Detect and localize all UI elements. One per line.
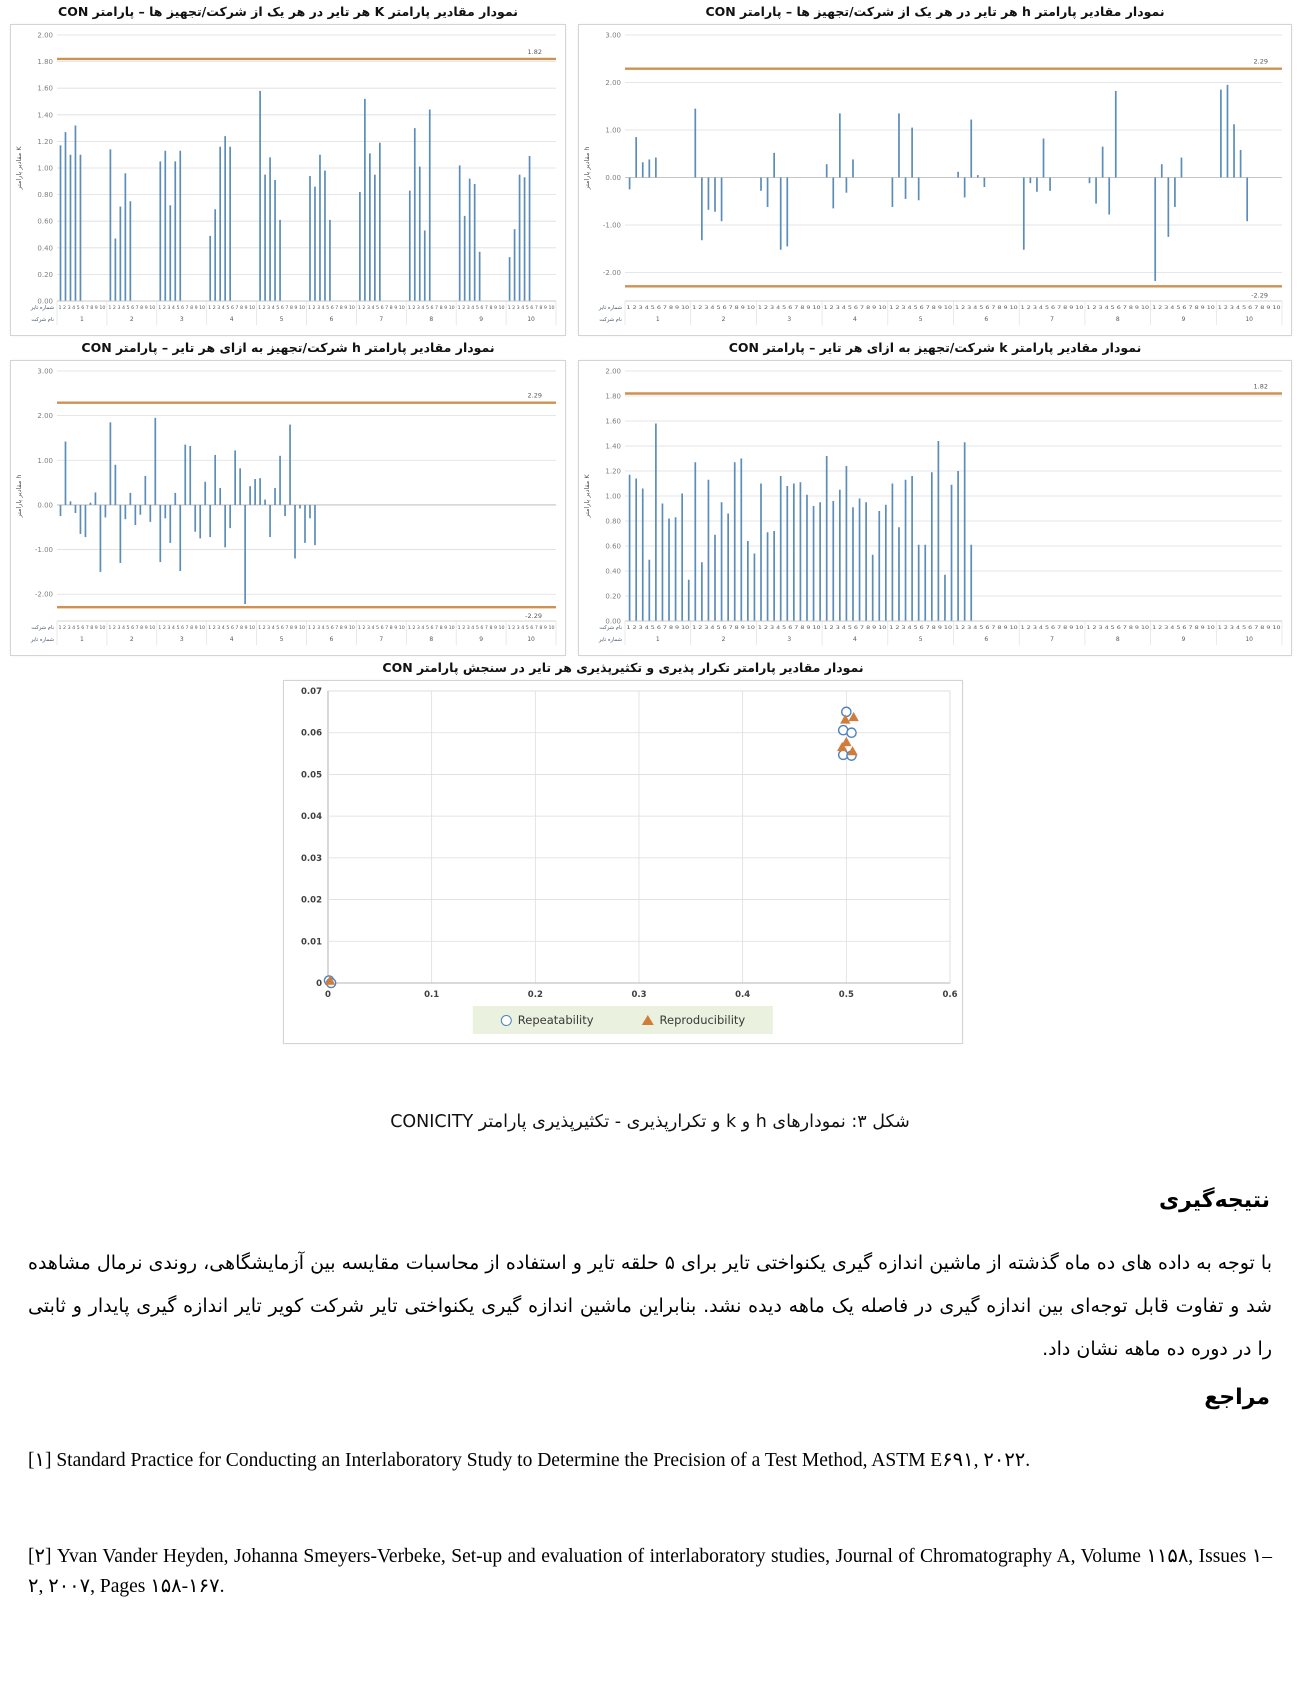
svg-text:8: 8 [1115, 316, 1120, 323]
svg-text:2: 2 [721, 636, 726, 643]
legend-repeatability [501, 1013, 594, 1027]
svg-text:1 2 3 4 5 6 7 8 9 10: 1 2 3 4 5 6 7 8 9 10 [757, 625, 822, 630]
svg-text:3: 3 [787, 636, 792, 643]
svg-text:6: 6 [329, 636, 334, 643]
svg-text:0.06: 0.06 [301, 728, 322, 739]
svg-text:1.40: 1.40 [37, 111, 53, 120]
figure-caption: شکل ۳: نمودارهای h و k و تکرارپذیری - تکثیرپذیری پارامتر CONICITY [390, 1112, 910, 1132]
svg-text:1 2 3 4 5 6 7 8 9 10: 1 2 3 4 5 6 7 8 9 10 [955, 305, 1019, 310]
svg-text:1.20: 1.20 [37, 137, 53, 146]
chart-h-per-tire-plot [578, 24, 1292, 336]
svg-text:1 2 3 4 5 6 7 8 9 10: 1 2 3 4 5 6 7 8 9 10 [889, 305, 953, 310]
svg-text:نام شرکت: نام شرکت [599, 625, 622, 631]
svg-text:2: 2 [129, 316, 134, 323]
svg-text:2.00: 2.00 [37, 31, 53, 40]
svg-text:نام شرکت: نام شرکت [599, 317, 622, 323]
svg-text:1.60: 1.60 [37, 84, 53, 93]
chart-h-per-company-plot [10, 360, 566, 656]
svg-text:-1.00: -1.00 [602, 221, 621, 230]
svg-text:0.01: 0.01 [301, 937, 322, 948]
svg-text:8: 8 [429, 316, 434, 323]
svg-text:1 2 3 4 5 6 7 8 9 10: 1 2 3 4 5 6 7 8 9 10 [1086, 625, 1150, 630]
svg-text:4: 4 [229, 316, 234, 323]
svg-text:1 2 3 4 5 6 7 8 9 10: 1 2 3 4 5 6 7 8 9 10 [357, 305, 406, 310]
svg-text:7: 7 [1050, 636, 1054, 643]
svg-text:شماره تایر: شماره تایر [598, 305, 622, 311]
svg-text:0.20: 0.20 [605, 592, 621, 601]
svg-text:7: 7 [1050, 316, 1054, 323]
triangle-marker-icon [642, 1015, 654, 1025]
svg-text:5: 5 [279, 316, 284, 323]
chart-h-per-tire-svg [579, 25, 1291, 335]
svg-text:2: 2 [129, 636, 134, 643]
chart-k-per-tire-plot [10, 24, 566, 336]
svg-text:1 2 3 4 5 6 7 8 9 10: 1 2 3 4 5 6 7 8 9 10 [58, 305, 106, 310]
scatter-repeatability-plot [283, 680, 963, 1044]
svg-text:1.60: 1.60 [605, 417, 621, 426]
svg-text:1 2 3 4 5 6 7 8 9 10: 1 2 3 4 5 6 7 8 9 10 [308, 625, 356, 630]
svg-text:0.60: 0.60 [605, 542, 621, 551]
svg-text:-2.29: -2.29 [525, 612, 542, 621]
chart-k-per-tire-title: نمودار مقادیر پارامتر K هر تایر در هر یک از شرکت/تجهیز ها – پارامتر CON [58, 4, 518, 19]
svg-text:1 2 3 4 5 6 7 8 9 10: 1 2 3 4 5 6 7 8 9 10 [457, 305, 506, 310]
scatter-legend [473, 1006, 773, 1034]
svg-text:10: 10 [527, 316, 535, 323]
svg-text:1 2 3 4 5 6 7 8 9 10: 1 2 3 4 5 6 7 8 9 10 [1152, 305, 1216, 310]
chart-h-per-tire-title: نمودار مقادیر پارامتر h هر تایر در هر یک از شرکت/تجهیز ها – پارامتر CON [705, 4, 1165, 19]
svg-text:0.00: 0.00 [605, 174, 621, 182]
svg-text:1 2 3 4 5 6 7 8 9 10: 1 2 3 4 5 6 7 8 9 10 [1020, 625, 1085, 630]
svg-text:9: 9 [479, 636, 484, 643]
legend-reproducibility-label: Reproducibility [659, 1013, 746, 1027]
svg-text:0.80: 0.80 [37, 191, 53, 200]
svg-text:1 2 3 4 5 6 7 8 9 10: 1 2 3 4 5 6 7 8 9 10 [757, 305, 822, 310]
svg-text:3: 3 [179, 636, 184, 643]
legend-reproducibility [642, 1013, 746, 1027]
svg-text:1 2 3 4 5 6 7 8 9 10: 1 2 3 4 5 6 7 8 9 10 [1020, 305, 1085, 310]
svg-text:2.00: 2.00 [37, 412, 53, 421]
svg-text:نام شرکت: نام شرکت [31, 625, 54, 631]
svg-text:10: 10 [527, 636, 535, 643]
svg-text:نام شرکت: نام شرکت [31, 317, 54, 323]
svg-text:1.80: 1.80 [37, 58, 53, 67]
svg-text:شماره تایر: شماره تایر [30, 637, 54, 643]
svg-text:1 2 3 4 5 6 7 8 9 10: 1 2 3 4 5 6 7 8 9 10 [457, 625, 506, 630]
svg-text:-2.00: -2.00 [34, 590, 53, 599]
svg-text:2.29: 2.29 [1253, 57, 1268, 66]
svg-text:1: 1 [80, 636, 84, 643]
svg-text:0.04: 0.04 [301, 812, 322, 823]
svg-text:1 2 3 4 5 6 7 8 9 10: 1 2 3 4 5 6 7 8 9 10 [1152, 625, 1216, 630]
svg-text:1 2 3 4 5 6 7 8 9 10: 1 2 3 4 5 6 7 8 9 10 [357, 625, 406, 630]
svg-text:شماره تایر: شماره تایر [598, 637, 622, 643]
references-heading: مراجع [1204, 1385, 1270, 1410]
svg-text:0.00: 0.00 [37, 297, 53, 306]
svg-text:0: 0 [325, 990, 331, 1000]
svg-text:3: 3 [179, 316, 184, 323]
chart-k-per-company-svg [579, 361, 1291, 655]
svg-text:1 2 3 4 5 6 7 8 9 10: 1 2 3 4 5 6 7 8 9 10 [158, 305, 206, 310]
svg-text:1.00: 1.00 [37, 456, 53, 465]
svg-text:1 2 3 4 5 6 7 8 9 10: 1 2 3 4 5 6 7 8 9 10 [823, 305, 888, 310]
svg-text:0.07: 0.07 [301, 687, 322, 697]
chart-k-per-company-title: نمودار مقادیر پارامتر k شرکت/تجهیز به ازای هر تایر – پارامتر CON [728, 340, 1142, 355]
svg-text:1 2 3 4 5 6 7 8 9 10: 1 2 3 4 5 6 7 8 9 10 [955, 625, 1019, 630]
svg-text:4: 4 [229, 636, 234, 643]
svg-text:1: 1 [655, 636, 660, 643]
svg-text:0.4: 0.4 [735, 990, 751, 1000]
svg-text:1.20: 1.20 [605, 467, 621, 476]
conclusion-heading: نتیجه‌گیری [1158, 1188, 1270, 1213]
svg-text:1.40: 1.40 [605, 442, 621, 451]
svg-text:1 2 3 4 5 6 7 8 9 10: 1 2 3 4 5 6 7 8 9 10 [208, 305, 256, 310]
svg-text:1 2 3 4 5 6 7 8 9 10: 1 2 3 4 5 6 7 8 9 10 [889, 625, 953, 630]
svg-text:1.80: 1.80 [605, 392, 621, 401]
svg-text:9: 9 [1181, 636, 1186, 643]
svg-text:1 2 3 4 5 6 7 8 9 10: 1 2 3 4 5 6 7 8 9 10 [692, 305, 756, 310]
svg-text:0.2: 0.2 [527, 990, 543, 1000]
svg-text:9: 9 [479, 316, 484, 323]
legend-repeatability-label: Repeatability [517, 1013, 594, 1027]
scatter-repeatability-title: نمودار مقادیر پارامتر تکرار پذیری و تکثیرپذیری هر تایر در سنجش پارامتر CON [382, 660, 864, 675]
svg-text:3.00: 3.00 [605, 31, 621, 40]
chart-k-per-company-panel [578, 340, 1292, 656]
svg-text:1.00: 1.00 [605, 126, 621, 135]
svg-text:3.00: 3.00 [37, 367, 53, 376]
svg-text:10: 10 [1245, 316, 1253, 323]
svg-text:0.6: 0.6 [942, 990, 958, 1000]
svg-text:0.3: 0.3 [631, 990, 647, 1000]
svg-text:5: 5 [918, 636, 923, 643]
svg-text:6: 6 [984, 316, 989, 323]
svg-text:8: 8 [1115, 636, 1120, 643]
svg-text:1 2 3 4 5 6 7 8 9 10: 1 2 3 4 5 6 7 8 9 10 [692, 625, 756, 630]
svg-text:0.00: 0.00 [37, 501, 53, 510]
svg-text:0.40: 0.40 [37, 244, 53, 253]
chart-h-per-company-svg [11, 361, 565, 655]
svg-text:1 2 3 4 5 6 7 8 9 10: 1 2 3 4 5 6 7 8 9 10 [258, 625, 306, 630]
svg-text:1 2 3 4 5 6 7 8 9 10: 1 2 3 4 5 6 7 8 9 10 [158, 625, 206, 630]
svg-text:مقادیر پارامتر h: مقادیر پارامتر h [15, 474, 23, 518]
svg-text:1 2 3 4 5 6 7 8 9 10: 1 2 3 4 5 6 7 8 9 10 [1217, 625, 1282, 630]
circle-marker-icon [501, 1015, 512, 1026]
svg-text:1 2 3 4 5 6 7 8 9 10: 1 2 3 4 5 6 7 8 9 10 [108, 625, 156, 630]
svg-text:1.00: 1.00 [605, 492, 621, 501]
chart-h-per-tire-panel [578, 4, 1292, 336]
svg-text:0.05: 0.05 [301, 770, 322, 781]
svg-text:0.1: 0.1 [424, 990, 440, 1000]
svg-text:7: 7 [379, 636, 384, 643]
svg-text:0.80: 0.80 [605, 517, 621, 526]
svg-text:0.60: 0.60 [37, 217, 53, 226]
svg-text:2.00: 2.00 [605, 367, 621, 376]
svg-text:1 2 3 4 5 6 7 8 9 10: 1 2 3 4 5 6 7 8 9 10 [308, 305, 356, 310]
scatter-repeatability-svg [284, 681, 962, 1043]
svg-text:-2.29: -2.29 [1251, 291, 1268, 300]
svg-text:1 2 3 4 5 6 7 8 9 10: 1 2 3 4 5 6 7 8 9 10 [1217, 305, 1282, 310]
svg-text:5: 5 [279, 636, 284, 643]
chart-k-per-company-plot [578, 360, 1292, 656]
svg-text:2.00: 2.00 [605, 79, 621, 87]
svg-text:1 2 3 4 5 6 7 8 9 10: 1 2 3 4 5 6 7 8 9 10 [507, 625, 556, 630]
svg-text:مقادیر پارامتر K: مقادیر پارامتر K [15, 146, 23, 190]
svg-text:مقادیر پارامتر K: مقادیر پارامتر K [583, 474, 591, 518]
svg-text:شماره تایر: شماره تایر [30, 305, 54, 311]
svg-text:1 2 3 4 5 6 7 8 9 10: 1 2 3 4 5 6 7 8 9 10 [208, 625, 256, 630]
chart-k-per-tire-panel [10, 4, 566, 336]
svg-text:4: 4 [853, 316, 857, 323]
svg-text:0.20: 0.20 [37, 270, 53, 279]
svg-text:9: 9 [1181, 316, 1186, 323]
svg-text:1 2 3 4 5 6 7 8 9 10: 1 2 3 4 5 6 7 8 9 10 [108, 305, 156, 310]
scatter-repeatability-panel [283, 660, 963, 1044]
svg-text:10: 10 [1245, 636, 1253, 643]
svg-text:1.82: 1.82 [527, 47, 542, 56]
svg-text:0: 0 [316, 979, 322, 989]
svg-text:1 2 3 4 5 6 7 8 9 10: 1 2 3 4 5 6 7 8 9 10 [626, 625, 690, 630]
svg-text:0.03: 0.03 [301, 853, 322, 864]
svg-text:0.00: 0.00 [605, 617, 621, 626]
svg-text:1.82: 1.82 [1253, 382, 1268, 391]
svg-text:-1.00: -1.00 [34, 546, 53, 555]
svg-text:1.00: 1.00 [37, 164, 53, 173]
chart-k-per-tire-svg [11, 25, 565, 335]
svg-text:1 2 3 4 5 6 7 8 9 10: 1 2 3 4 5 6 7 8 9 10 [1086, 305, 1150, 310]
svg-text:6: 6 [329, 316, 334, 323]
svg-text:1 2 3 4 5 6 7 8 9 10: 1 2 3 4 5 6 7 8 9 10 [407, 305, 456, 310]
svg-text:1 2 3 4 5 6 7 8 9 10: 1 2 3 4 5 6 7 8 9 10 [823, 625, 888, 630]
svg-text:1 2 3 4 5 6 7 8 9 10: 1 2 3 4 5 6 7 8 9 10 [626, 305, 690, 310]
svg-text:مقادیر پارامتر h: مقادیر پارامتر h [583, 146, 591, 190]
svg-text:0.02: 0.02 [301, 895, 322, 906]
chart-h-per-company-title: نمودار مقادیر پارامتر h شرکت/تجهیز به ازای هر تایر – پارامتر CON [81, 340, 495, 355]
svg-text:1: 1 [80, 316, 84, 323]
conclusion-paragraph: با توجه به داده های ده ماه گذشته از ماشین اندازه گیری یکنواختی تایر برای ۵ حلقه تایر و استفاده از محاسبات مقایسه بین آزمایشگاهی، روندی نرمال مشاهده شد و تفاوت قابل توجه‌ای بین اندازه گیری در فاصله یک ماهه دیده نشد. بنابراین ماشین اندازه گیری یکنواختی تایر شرکت کویر تایر اندازه گیری پایدار و ثابتی را در دوره ده ماهه نشان داد. [28, 1252, 1272, 1360]
svg-text:-2.00: -2.00 [602, 269, 621, 277]
svg-text:3: 3 [787, 316, 792, 323]
svg-text:1 2 3 4 5 6 7 8 9 10: 1 2 3 4 5 6 7 8 9 10 [58, 625, 106, 630]
svg-text:4: 4 [853, 636, 857, 643]
svg-text:5: 5 [918, 316, 923, 323]
svg-text:2: 2 [721, 316, 726, 323]
chart-h-per-company-panel [10, 340, 566, 656]
svg-text:1 2 3 4 5 6 7 8 9 10: 1 2 3 4 5 6 7 8 9 10 [507, 305, 556, 310]
svg-text:8: 8 [429, 636, 434, 643]
reference-item-1: [۱] Standard Practice for Conducting an Interlaboratory Study to Determine the Precision of a Test Method, ASTM E۶۹۱, ۲۰۲۲. [28, 1450, 1031, 1471]
svg-text:6: 6 [984, 636, 989, 643]
reference-item-2: [۲] Yvan Vander Heyden, Johanna Smeyers-Verbeke, Set-up and evaluation of interlaboratory studies, Journal of Chromatography A, Volume ۱۱۵۸, Issues ۱–۲, ۲۰۰۷, Pages ۱۵۸-۱۶۷. [28, 1546, 1272, 1598]
svg-text:7: 7 [379, 316, 384, 323]
svg-text:1: 1 [655, 316, 660, 323]
svg-text:0.5: 0.5 [838, 990, 854, 1000]
svg-text:2.29: 2.29 [527, 391, 542, 400]
svg-text:0.40: 0.40 [605, 567, 621, 576]
svg-text:1 2 3 4 5 6 7 8 9 10: 1 2 3 4 5 6 7 8 9 10 [407, 625, 456, 630]
svg-text:1 2 3 4 5 6 7 8 9 10: 1 2 3 4 5 6 7 8 9 10 [258, 305, 306, 310]
